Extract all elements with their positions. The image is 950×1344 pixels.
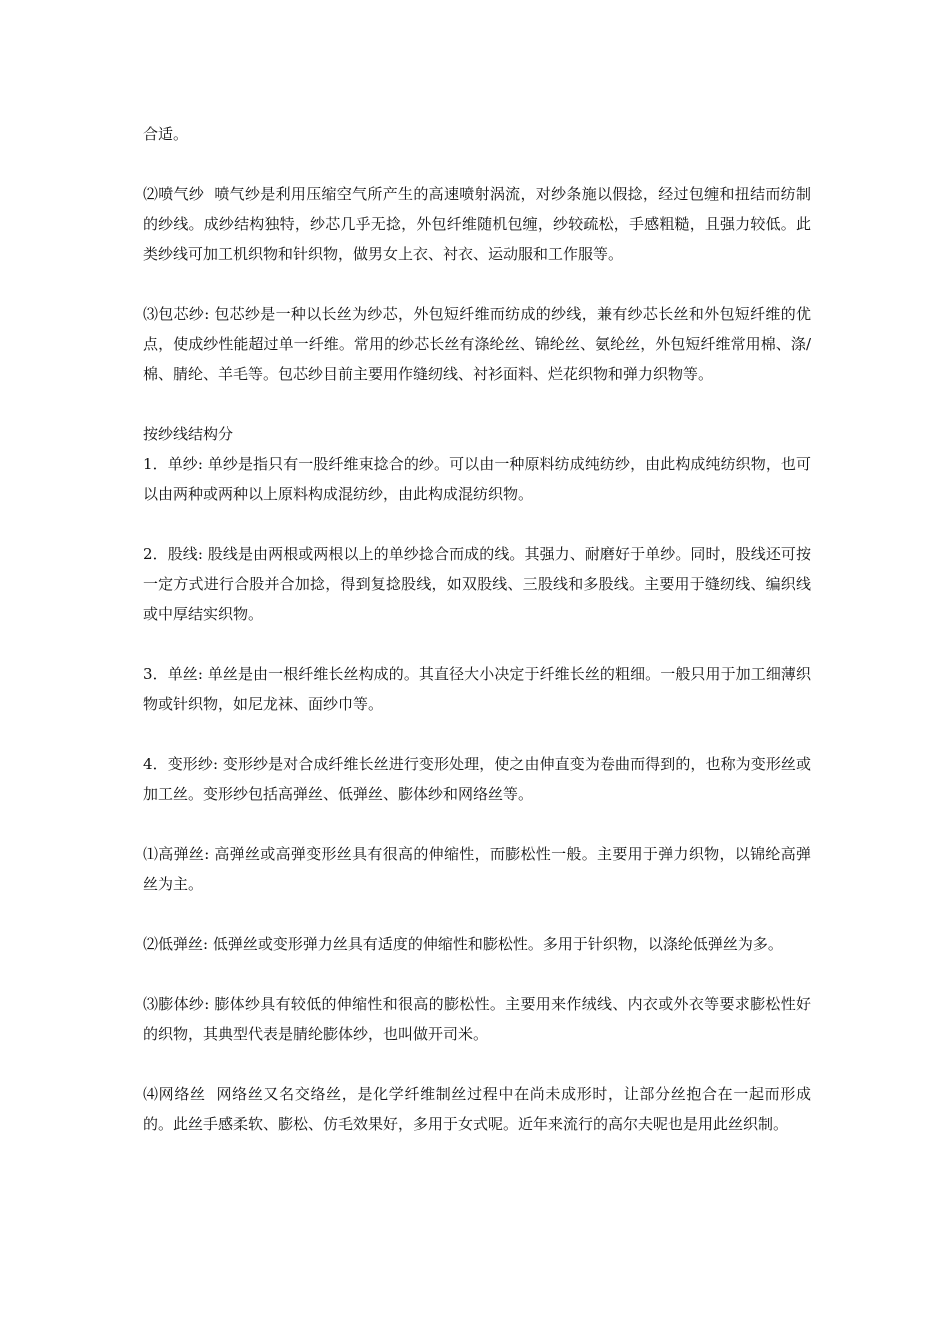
paragraph-low-stretch-yarn: ⑵低弹丝: 低弹丝或变形弹力丝具有适度的伸缩性和膨松性。多用于针织物，以涤纶低弹丝为多。 [143,935,783,953]
paragraph-monofilament: 3．单丝: 单丝是由一根纤维长丝构成的。其直径大小决定于纤维长丝的粗细。一般只用于加工细薄织物或针织物，如尼龙袜、面纱巾等。 [143,665,811,713]
paragraph-air-jet-yarn: ⑵喷气纱 喷气纱是利用压缩空气所产生的高速喷射涡流，对纱条施以假捻，经过包缠和扭结而纺制的纱线。成纱结构独特，纱芯几乎无捻，外包纤维随机包缠，纱较疏松，手感粗糙，且强力较低。此类纱线可加工机织物和针织物，做男女上衣、衬衣、运动服和工作服等。 [143,185,811,263]
document-page [143,119,811,1169]
paragraph-fitting: 合适。 [143,125,189,143]
paragraph-single-yarn: 1．单纱: 单纱是指只有一股纤维束捻合的纱。可以由一种原料纺成纯纺纱，由此构成纯纺织物，也可以由两种或两种以上原料构成混纺纱，由此构成混纺织物。 [143,455,811,503]
paragraph-bulked-yarn: ⑶膨体纱: 膨体纱具有较低的伸缩性和很高的膨松性。主要用来作绒线、内衣或外衣等要求膨松性好的织物，其典型代表是腈纶膨体纱，也叫做开司米。 [143,995,811,1043]
paragraph-high-stretch-yarn: ⑴高弹丝: 高弹丝或高弹变形丝具有很高的伸缩性，而膨松性一般。主要用于弹力织物，以锦纶高弹丝为主。 [143,845,811,893]
paragraph-interlaced-yarn: ⑷网络丝 网络丝又名交络丝，是化学纤维制丝过程中在尚未成形时，让部分丝抱合在一起而形成的。此丝手感柔软、膨松、仿毛效果好，多用于女式呢。近年来流行的高尔夫呢也是用此丝织制。 [143,1085,811,1133]
paragraph-textured-yarn: 4．变形纱: 变形纱是对合成纤维长丝进行变形处理，使之由伸直变为卷曲而得到的，也称为变形丝或加工丝。变形纱包括高弹丝、低弹丝、膨体纱和网络丝等。 [143,755,811,803]
section-heading-yarn-structure: 按纱线结构分 [143,425,234,443]
paragraph-core-spun-yarn: ⑶包芯纱: 包芯纱是一种以长丝为纱芯，外包短纤维而纺成的纱线，兼有纱芯长丝和外包短纤维的优点，使成纱性能超过单一纤维。常用的纱芯长丝有涤纶丝、锦纶丝、氨纶丝，外包短纤维常用棉、涤/棉、腈纶、羊毛等。包芯纱目前主要用作缝纫线、衬衫面料、烂花织物和弹力织物等。 [143,305,811,383]
paragraph-ply-yarn: 2．股线: 股线是由两根或两根以上的单纱捻合而成的线。其强力、耐磨好于单纱。同时，股线还可按一定方式进行合股并合加捻，得到复捻股线，如双股线、三股线和多股线。主要用于缝纫线、编织线或中厚结实织物。 [143,545,811,623]
